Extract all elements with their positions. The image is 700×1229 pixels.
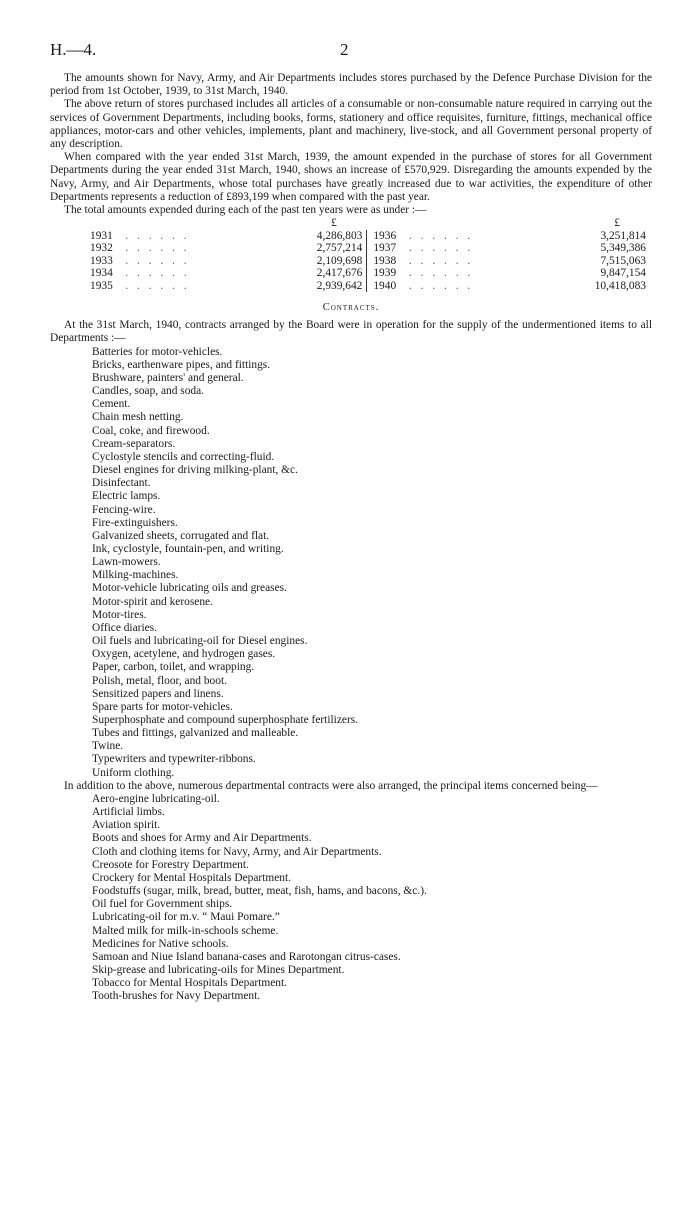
year-b: 1939 xyxy=(373,267,397,280)
contract-item: Disinfectant. xyxy=(92,477,151,490)
contract-item: Cyclostyle stencils and correcting-fluid. xyxy=(92,450,275,463)
departmental-item: Samoan and Niue Island banana-cases and Rarotongan citrus-cases. xyxy=(92,950,401,963)
contract-item: Sensitized papers and linens. xyxy=(92,687,224,700)
year-row xyxy=(90,242,650,255)
amount-a: 2,939,642 xyxy=(281,280,367,293)
departmental-item: Boots and shoes for Army and Air Departments. xyxy=(92,832,312,845)
departmental-item: Cloth and clothing items for Navy, Army, and Air Departments. xyxy=(92,845,382,858)
year-a: 1935 xyxy=(90,279,113,292)
departmental-item: Lubricating-oil for m.v. “ Maui Pomare.” xyxy=(92,911,280,924)
year-a: 1934 xyxy=(90,267,113,280)
paragraph-return-scope: The above return of stores purchased includes all articles of a consumable or non-consumable nature required in carrying out the services of Government Departments, including books, forms, stationery and office requisites, furniture, fittings, mechanical office appliances, motor-cars and other vehicles, implements, plant and machinery, live-stock, and all Government personal property of any description. xyxy=(50,98,652,151)
leader-dots: . . . . . . xyxy=(125,242,190,255)
contract-items-list xyxy=(50,346,652,780)
currency-symbol-right: £ xyxy=(614,217,620,230)
year-b: 1937 xyxy=(373,242,397,255)
contract-item: Chain mesh netting. xyxy=(92,411,184,424)
contract-item: Batteries for motor-vehicles. xyxy=(92,345,223,358)
contract-item: Fire-extinguishers. xyxy=(92,516,178,529)
leader-dots: . . . . . . xyxy=(408,242,474,255)
contract-item: Milking-machines. xyxy=(92,569,179,582)
contract-item: Spare parts for motor-vehicles. xyxy=(92,700,233,713)
amount-a: 2,417,676 xyxy=(281,267,367,280)
amount-b: 3,251,814 xyxy=(600,229,646,242)
year-b: 1936 xyxy=(373,229,397,242)
departmental-item: Aviation spirit. xyxy=(92,819,161,832)
departmental-item: Creosote for Forestry Department. xyxy=(92,858,249,871)
year-row xyxy=(90,267,650,280)
contracts-heading: Contracts. xyxy=(322,302,380,314)
contract-item: Office diaries. xyxy=(92,621,157,634)
leader-dots: . . . . . . xyxy=(408,279,474,292)
contract-item: Typewriters and typewriter-ribbons. xyxy=(92,753,256,766)
departmental-item: Foodstuffs (sugar, milk, bread, butter, meat, fish, hams, and bacons, &c.). xyxy=(92,885,427,898)
amount-b: 10,418,083 xyxy=(594,279,646,292)
leader-dots: . . . . . . xyxy=(408,229,474,242)
departmental-item: Malted milk for milk-in-schools scheme. xyxy=(92,924,279,937)
contracts-intro: At the 31st March, 1940, contracts arranged by the Board were in operation for the supply of the undermentioned items to all Departments :— xyxy=(50,319,652,345)
contract-item: Motor-vehicle lubricating oils and greases. xyxy=(92,582,287,595)
contract-item: Oil fuels and lubricating-oil for Diesel engines. xyxy=(92,635,308,648)
amount-b: 5,349,386 xyxy=(600,242,646,255)
year-a: 1931 xyxy=(90,229,113,242)
leader-dots: . . . . . . xyxy=(125,254,190,267)
year-row xyxy=(90,280,650,293)
ten-year-totals-table xyxy=(90,217,650,292)
year-a: 1932 xyxy=(90,242,113,255)
amount-b: 9,847,154 xyxy=(600,267,646,280)
contract-item: Electric lamps. xyxy=(92,490,161,503)
amount-a: 2,757,214 xyxy=(281,242,367,255)
contract-item: Lawn-mowers. xyxy=(92,556,161,569)
year-row xyxy=(90,255,650,268)
departmental-item: Medicines for Native schools. xyxy=(92,937,229,950)
contract-item: Fencing-wire. xyxy=(92,503,156,516)
departmental-item: Tooth-brushes for Navy Department. xyxy=(92,990,261,1003)
departmental-item: Aero-engine lubricating-oil. xyxy=(92,793,220,805)
contract-item: Cement. xyxy=(92,398,131,411)
amount-a: 4,286,803 xyxy=(281,230,367,243)
leader-dots: . . . . . . xyxy=(408,254,474,267)
year-a: 1933 xyxy=(90,254,113,267)
leader-dots: . . . . . . xyxy=(125,279,190,292)
departmental-intro: In addition to the above, numerous departmental contracts were also arranged, the principal items concerned being— xyxy=(64,779,598,792)
contract-item: Diesel engines for driving milking-plant, &c. xyxy=(92,464,298,477)
departmental-item: Oil fuel for Government ships. xyxy=(92,898,233,911)
page-number: 2 xyxy=(340,40,349,59)
contract-item: Uniform clothing. xyxy=(92,766,175,779)
leader-dots: . . . . . . xyxy=(408,267,474,280)
contract-item: Motor-tires. xyxy=(92,608,147,621)
departmental-item: Crockery for Mental Hospitals Department. xyxy=(92,871,291,884)
leader-dots: . . . . . . xyxy=(125,267,190,280)
document-reference: H.—4. xyxy=(50,40,97,59)
contract-item: Ink, cyclostyle, fountain-pen, and writing. xyxy=(92,542,284,555)
departmental-items-list xyxy=(50,793,652,1004)
contract-item: Motor-spirit and kerosene. xyxy=(92,595,213,608)
currency-row xyxy=(90,217,650,230)
leader-dots: . . . . . . xyxy=(125,229,190,242)
contract-item: Tubes and fittings, galvanized and malleable. xyxy=(92,727,299,740)
year-b: 1938 xyxy=(373,254,397,267)
contract-item: Paper, carbon, toilet, and wrapping. xyxy=(92,661,255,674)
paragraph-defence-note: The amounts shown for Navy, Army, and Air Departments includes stores purchased by the Defence Purchase Division for the period from 1st October, 1939, to 31st March, 1940. xyxy=(50,72,652,98)
year-row xyxy=(90,230,650,243)
year-b: 1940 xyxy=(373,279,397,292)
contract-item: Galvanized sheets, corrugated and flat. xyxy=(92,529,270,542)
departmental-item: Tobacco for Mental Hospitals Department. xyxy=(92,977,287,990)
page-header xyxy=(50,40,652,64)
paragraph-comparison: When compared with the year ended 31st March, 1939, the amount expended in the purchase of stores for all Government Departments during the year ended 31st March, 1940, shows an increase of £570,929. Disregarding the amounts expended by the Navy, Army, and Air Departments, whose total purchases have greatly increased due to war activities, the expenditure of other Departments represents a reduction of £893,199 when compared with the past year. xyxy=(50,151,652,203)
amount-b: 7,515,063 xyxy=(600,254,646,267)
contract-item: Superphosphate and compound superphosphate fertilizers. xyxy=(92,714,359,727)
contract-item: Polish, metal, floor, and boot. xyxy=(92,674,227,687)
amount-a: 2,109,698 xyxy=(281,255,367,268)
currency-symbol-left: £ xyxy=(331,217,337,230)
contract-item: Cream-separators. xyxy=(92,437,176,450)
contract-item: Twine. xyxy=(92,740,124,753)
departmental-item: Skip-grease and lubricating-oils for Mines Department. xyxy=(92,964,345,977)
paragraph-ten-years: The total amounts expended during each of the past ten years were as under :— xyxy=(64,204,427,217)
contract-item: Oxygen, acetylene, and hydrogen gases. xyxy=(92,648,276,661)
departmental-item: Artificial limbs. xyxy=(92,806,165,819)
contract-item: Brushware, painters' and general. xyxy=(92,371,244,384)
contract-item: Candles, soap, and soda. xyxy=(92,385,204,398)
contract-item: Coal, coke, and firewood. xyxy=(92,424,210,437)
contract-item: Bricks, earthenware pipes, and fittings. xyxy=(92,358,271,371)
